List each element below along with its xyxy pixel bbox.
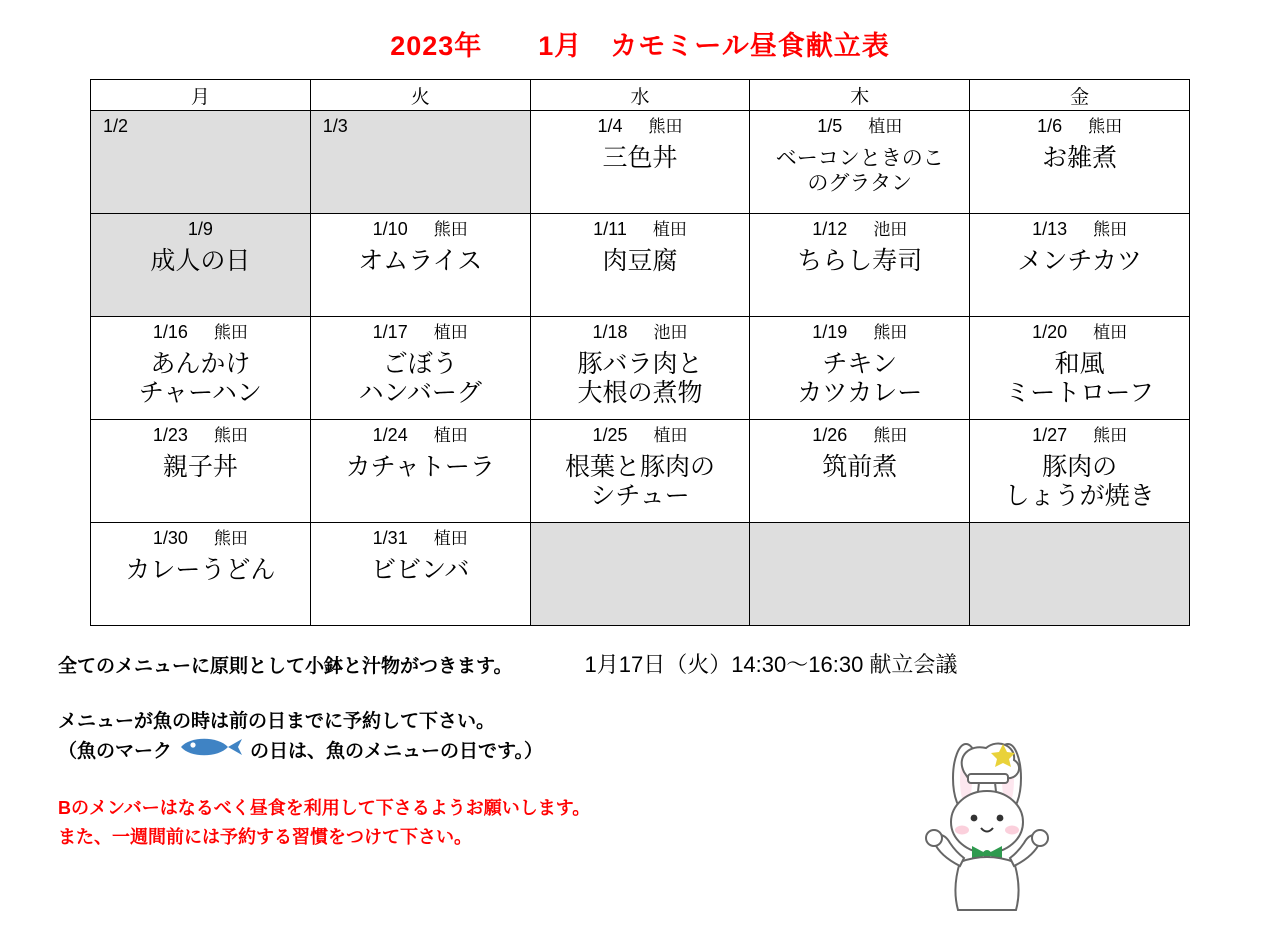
day-cell[interactable] (91, 111, 311, 214)
table-row (91, 420, 1190, 523)
day-date: 1/10 (372, 219, 408, 239)
day-menu-text: 豚肉の しょうが焼き (1004, 452, 1155, 511)
day-cell-header (91, 214, 310, 241)
day-staff-name: 熊田 (1093, 220, 1128, 239)
day-menu-text: 三色丼 (602, 143, 678, 172)
table-row (91, 523, 1190, 626)
menu-table-container (90, 79, 1190, 626)
day-menu-text: ビビンバ (371, 555, 470, 584)
day-cell-header (970, 317, 1189, 344)
day-menu-text: ごぼう ハンバーグ (358, 349, 482, 408)
day-cell[interactable] (970, 420, 1190, 523)
day-cell-header (311, 214, 530, 241)
day-menu-text: メンチカツ (1017, 246, 1142, 275)
day-cell[interactable] (970, 317, 1190, 420)
day-cell-header (970, 420, 1189, 447)
day-menu-text: オムライス (358, 246, 483, 275)
day-cell-header (970, 111, 1189, 138)
day-cell[interactable] (91, 420, 311, 523)
day-staff-name: 植田 (433, 323, 468, 342)
day-staff-name: 池田 (873, 220, 908, 239)
note-side-dish: 全てのメニューに原則として小鉢と汁物がつきます。 (58, 656, 513, 677)
day-cell[interactable] (750, 317, 970, 420)
day-menu-text: お雑煮 (1042, 143, 1118, 172)
day-menu-text: 豚バラ肉と 大根の煮物 (577, 349, 703, 408)
note-fish-mark-after: の日は、魚のメニューの日です。） (250, 741, 543, 763)
day-cell[interactable] (310, 523, 530, 626)
day-cell-header (750, 214, 969, 241)
day-menu-text: チキン カツカレー (797, 349, 923, 408)
day-date: 1/6 (1037, 116, 1063, 136)
day-date: 1/31 (372, 528, 408, 548)
day-cell[interactable] (310, 111, 530, 214)
table-header-row (91, 80, 1190, 111)
day-cell-header (531, 111, 750, 138)
day-cell[interactable] (750, 523, 970, 626)
day-cell[interactable] (530, 111, 750, 214)
day-date: 1/17 (372, 322, 408, 342)
day-date: 1/18 (592, 322, 628, 342)
day-cell-header (311, 317, 530, 344)
note-red-1: Bのメンバーはなるべく昼食を利用して下さるようお願いします。 (58, 797, 591, 818)
day-staff-name: 熊田 (433, 220, 468, 239)
day-cell-header (531, 214, 750, 241)
day-staff-name: 植田 (652, 220, 687, 239)
day-date: 1/24 (372, 425, 408, 445)
day-staff-name: 植田 (868, 117, 903, 136)
day-cell[interactable] (310, 420, 530, 523)
day-date: 1/23 (152, 425, 188, 445)
day-staff-name: 熊田 (213, 529, 248, 548)
day-cell[interactable] (750, 214, 970, 317)
table-row (91, 111, 1190, 214)
day-cell[interactable] (530, 523, 750, 626)
day-staff-name: 植田 (433, 426, 468, 445)
day-staff-name: 熊田 (213, 426, 248, 445)
day-date: 1/20 (1032, 322, 1068, 342)
day-menu-text: ちらし寿司 (797, 246, 923, 275)
day-date: 1/16 (152, 322, 188, 342)
day-date: 1/9 (187, 219, 213, 239)
note-fish-mark-before: （魚のマーク (58, 741, 173, 763)
day-date: 1/4 (597, 116, 623, 136)
note-fish-reservation: メニューが魚の時は前の日までに予約して下さい。 (58, 711, 496, 732)
day-cell-header (531, 317, 750, 344)
day-staff-name: 熊田 (1093, 426, 1128, 445)
day-menu-text: ベーコンときのこ のグラタン (775, 146, 944, 195)
day-cell[interactable] (91, 317, 311, 420)
lunch-menu-table (90, 79, 1190, 626)
day-cell-header (311, 111, 530, 138)
day-cell-header (750, 420, 969, 447)
table-body (91, 111, 1190, 626)
day-date: 1/12 (812, 219, 848, 239)
day-staff-name: 植田 (433, 529, 468, 548)
day-menu-text: 肉豆腐 (602, 246, 678, 275)
day-date: 1/2 (103, 116, 129, 136)
day-cell[interactable] (970, 523, 1190, 626)
day-cell[interactable] (530, 420, 750, 523)
day-date: 1/27 (1032, 425, 1068, 445)
day-menu-text: 和風 ミートローフ (1005, 349, 1154, 408)
note-meeting-schedule: 1月17日（火）14:30〜16:30 献立会議 (584, 652, 958, 677)
column-header-wednesday: 水 (530, 80, 750, 111)
day-staff-name: 熊田 (648, 117, 683, 136)
note-row-top (50, 648, 1230, 679)
day-cell[interactable] (750, 111, 970, 214)
day-menu-text: 成人の日 (150, 246, 251, 275)
table-row (91, 214, 1190, 317)
day-cell[interactable] (970, 214, 1190, 317)
column-header-thursday: 木 (750, 80, 970, 111)
day-menu-text: 根葉と豚肉の シチュー (564, 452, 715, 511)
day-staff-name: 熊田 (1088, 117, 1123, 136)
day-cell[interactable] (91, 523, 311, 626)
day-date: 1/3 (322, 116, 348, 136)
rabbit-chef-mascot-illustration (894, 736, 1084, 916)
note-red-2: また、一週間前には予約する習慣をつけて下さい。 (58, 826, 472, 847)
day-date: 1/13 (1032, 219, 1068, 239)
fish-icon (178, 736, 244, 767)
day-cell-header (750, 111, 969, 138)
day-cell-header (531, 420, 750, 447)
day-cell[interactable] (310, 214, 530, 317)
day-cell[interactable] (530, 317, 750, 420)
day-cell[interactable] (750, 420, 970, 523)
day-menu-text: あんかけ チャーハン (138, 349, 262, 408)
day-cell-header (91, 111, 310, 138)
page-title: 2023年 1月 カモミール昼食献立表 (390, 31, 890, 61)
table-row (91, 317, 1190, 420)
day-cell[interactable] (310, 317, 530, 420)
day-cell-header (311, 523, 530, 550)
day-menu-text: カレーうどん (125, 555, 276, 584)
day-menu-text: カチャトーラ (345, 452, 495, 481)
day-cell[interactable] (970, 111, 1190, 214)
day-cell-header (750, 317, 969, 344)
day-cell-header (91, 420, 310, 447)
day-menu-text: 筑前煮 (822, 452, 898, 481)
day-cell-header (91, 523, 310, 550)
day-date: 1/19 (812, 322, 848, 342)
day-cell[interactable] (530, 214, 750, 317)
day-date: 1/26 (812, 425, 848, 445)
column-header-monday: 月 (91, 80, 311, 111)
day-date: 1/5 (817, 116, 843, 136)
day-staff-name: 熊田 (873, 426, 908, 445)
column-header-friday: 金 (970, 80, 1190, 111)
day-staff-name: 熊田 (213, 323, 248, 342)
day-staff-name: 植田 (653, 426, 688, 445)
day-staff-name: 熊田 (873, 323, 908, 342)
column-header-tuesday: 火 (310, 80, 530, 111)
day-date: 1/25 (592, 425, 628, 445)
day-staff-name: 池田 (653, 323, 688, 342)
day-staff-name: 植田 (1093, 323, 1128, 342)
day-date: 1/30 (152, 528, 188, 548)
day-cell[interactable] (91, 214, 311, 317)
day-cell-header (311, 420, 530, 447)
day-cell-header (970, 214, 1189, 241)
day-cell-header (91, 317, 310, 344)
day-menu-text: 親子丼 (162, 452, 238, 481)
day-date: 1/11 (593, 219, 627, 239)
